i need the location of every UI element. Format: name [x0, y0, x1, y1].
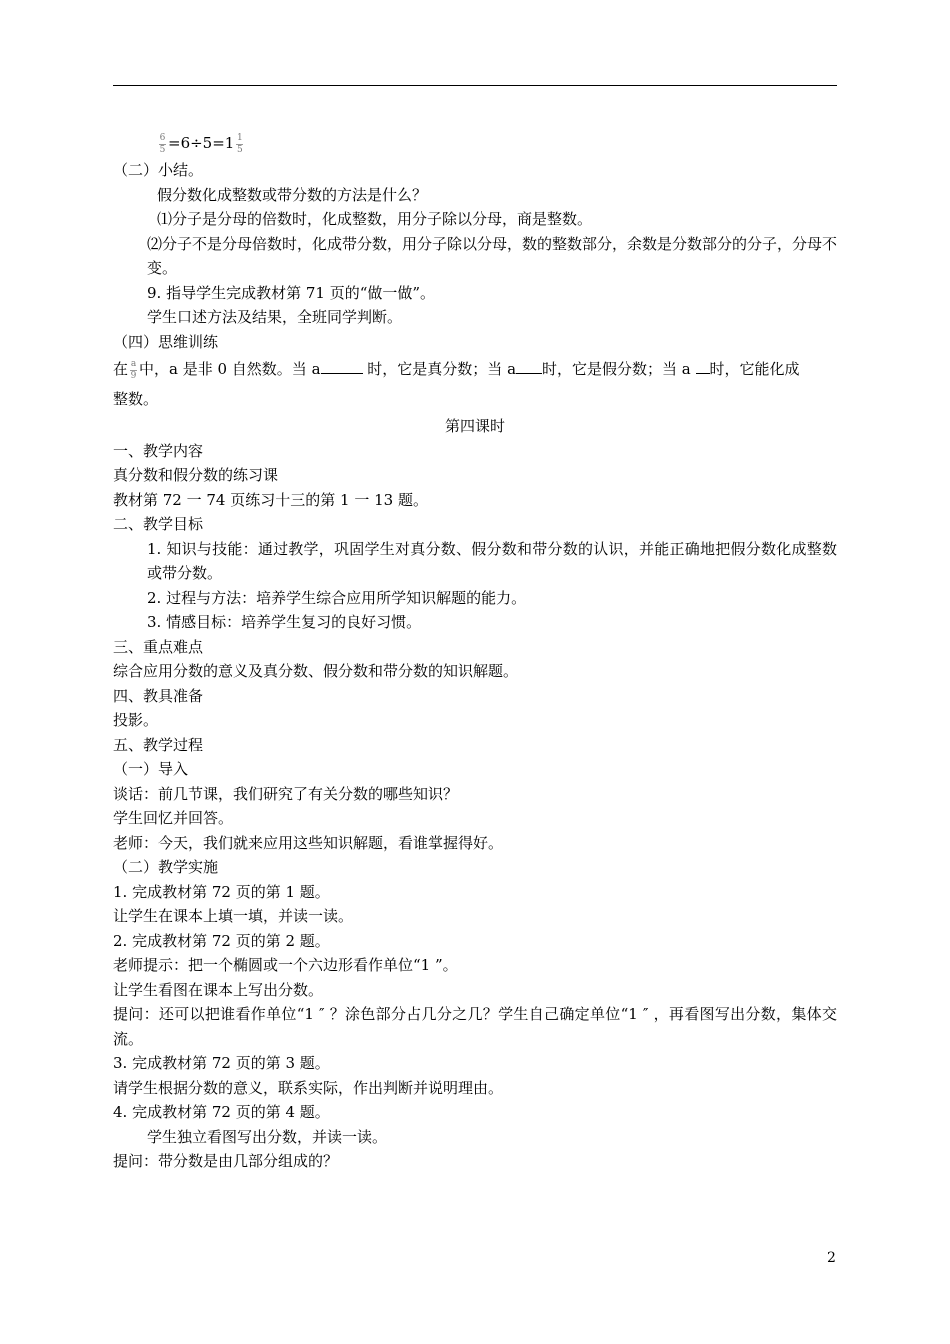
- goal-3: 3. 情感目标：培养学生复习的良好习惯。: [147, 613, 422, 631]
- summary-point-2: ⑵分子不是分母倍数时，化成带分数，用分子除以分母，数的整数部分，余数是分数部分的分子，分母不变。: [147, 234, 838, 277]
- subheading-intro: （一）导入: [113, 760, 189, 778]
- content-line: 3. 完成教材第 72 页的第 3 题。: [113, 1054, 330, 1072]
- heading-content: 一、教学内容: [113, 441, 204, 460]
- blank-3: [696, 359, 710, 374]
- heading-goals: 二、教学目标: [113, 515, 204, 533]
- thinking-exercise-cont: 整数。: [113, 390, 159, 408]
- summary-point-1: ⑴分子是分母的倍数时，化成整数，用分子除以分母，商是整数。: [157, 210, 593, 228]
- content-line: 请学生根据分数的意义，联系实际，作出判断并说明理由。: [113, 1078, 504, 1097]
- heading-materials: 四、教具准备: [113, 686, 204, 705]
- content-line: 让学生看图在课本上写出分数。: [113, 980, 324, 999]
- lesson-title: 第四课时: [444, 417, 505, 435]
- fraction-a-9: $\frac{a}{9}$: [130, 358, 137, 381]
- content-line: 谈话：前几节课，我们研究了有关分数的哪些知识？: [113, 784, 459, 803]
- heading-process: 五、教学过程: [113, 735, 204, 754]
- content-line: 教材第 72 一 74 页练习十三的第 1 一 13 题。: [113, 490, 428, 509]
- content-line: 提问：带分数是由几部分组成的？: [113, 1152, 339, 1170]
- header-rule: [113, 85, 837, 86]
- content-line: 4. 完成教材第 72 页的第 4 题。: [113, 1103, 330, 1121]
- content-line: 真分数和假分数的练习课: [113, 466, 279, 484]
- content-line: 综合应用分数的意义及真分数、假分数和带分数的知识解题。: [113, 662, 519, 680]
- page-number: 2: [827, 1250, 836, 1266]
- exercise-9-note: 学生口述方法及结果，全班同学判断。: [147, 308, 403, 326]
- goal-1: 1. 知识与技能：通过教学，巩固学生对真分数、假分数和带分数的认识，并能正确地把假分数化成整数或带分数。: [147, 539, 837, 582]
- summary-question: 假分数化成整数或带分数的方法是什么？: [157, 185, 428, 204]
- document-page: [113, 128, 837, 1174]
- formula-text: =6÷5=1: [168, 134, 235, 152]
- fraction-6-5: $\frac{6}{5}$: [159, 132, 166, 155]
- content-line: 提问：还可以把谁看作单位“1 ″ ？涂色部分占几分之几？学生自己确定单位“1 ″ ，再看图写出分数，集体交流。: [113, 1005, 837, 1048]
- content-line: 老师：今天，我们就来应用这些知识解题，看谁掌握得好。: [113, 833, 504, 852]
- content-line: 让学生在课本上填一填，并读一读。: [113, 907, 354, 925]
- heading-key-points: 三、重点难点: [113, 637, 204, 656]
- content-line: 学生回忆并回答。: [113, 809, 234, 827]
- thinking-exercise: 在 $\frac{a}{9}$ 中，a 是非 0 自然数。当 a 时，它是真分数；当 a 时，它是假分数；当 a 时，它能化成: [113, 358, 800, 381]
- blank-1: [321, 359, 363, 374]
- blank-2: [516, 359, 542, 374]
- section-thinking: （四）思维训练: [113, 332, 219, 351]
- goal-2: 2. 过程与方法：培养学生综合应用所学知识解题的能力。: [147, 588, 527, 607]
- fraction-1-5: $\frac{1}{5}$: [236, 132, 243, 155]
- content-line: 1. 完成教材第 72 页的第 1 题。: [113, 882, 330, 901]
- content-line: 老师提示：把一个椭圆或一个六边形看作单位“1 ”。: [113, 956, 458, 974]
- content-line: 学生独立看图写出分数，并读一读。: [147, 1127, 388, 1146]
- subheading-implementation: （二）教学实施: [113, 858, 219, 876]
- content-line: 2. 完成教材第 72 页的第 2 题。: [113, 931, 330, 950]
- section-summary: （二）小结。: [113, 161, 204, 179]
- formula-line: [113, 128, 837, 158]
- content-line: 投影。: [113, 711, 159, 729]
- exercise-9: 9. 指导学生完成教材第 71 页的“做一做”。: [147, 283, 436, 302]
